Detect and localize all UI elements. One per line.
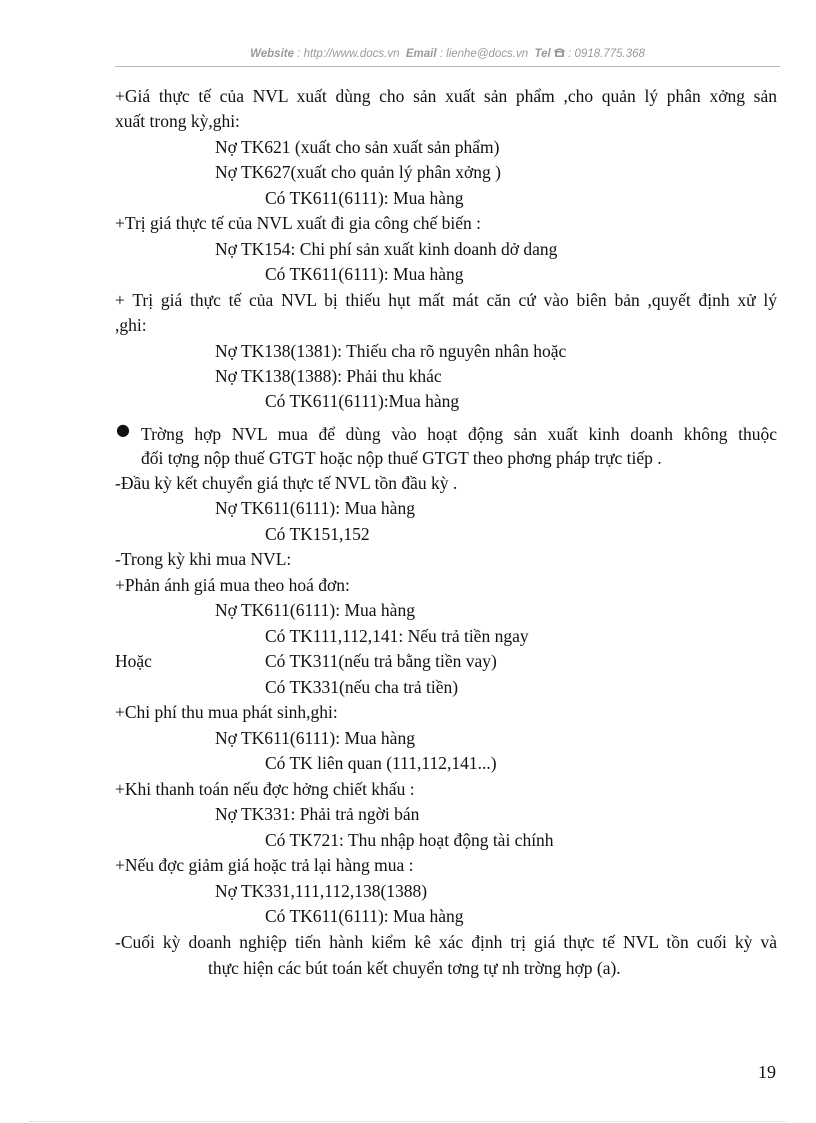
footer-divider [30,1121,786,1122]
text-line: Nợ TK138(1381): Thiếu cha rõ nguyên nhân hoặc [215,341,567,361]
website-label: Website [250,48,294,60]
text-line: xuất trong kỳ,ghi: [115,111,240,131]
text-line: +Phản ánh giá mua theo hoá đơn: [115,575,350,595]
email-value: : lienhe@docs.vn [439,48,529,60]
text-line: Trờng hợp NVL mua để dùng vào hoạt động sản xuất kinh doanh không thuộc [141,424,777,444]
text-line: Hoặc [115,651,152,671]
text-line: Có TK331(nếu cha trả tiền) [265,677,459,697]
text-line: thực hiện các bút toán kết chuyển tơng tự nh trờng hợp (a). [208,958,621,978]
text-line: +Chi phí thu mua phát sinh,ghi: [115,702,338,722]
text-line: Có TK111,112,141: Nếu trả tiền ngay [265,626,529,646]
text-line: Nợ TK621 (xuất cho sản xuất sản phẩm) [215,137,500,157]
text-line: -Cuối kỳ doanh nghiệp tiến hành kiểm kê xác định trị giá thực tế NVL tồn cuối kỳ và [115,932,777,952]
text-line: Nợ TK611(6111): Mua hàng [215,600,415,620]
bullet-icon: ● [116,420,130,439]
text-line: Có TK721: Thu nhập hoạt động tài chính [265,830,554,850]
tel-label: Tel [534,48,551,60]
text-line: -Đầu kỳ kết chuyển giá thực tế NVL tồn đầu kỳ . [115,473,458,493]
text-line: +Khi thanh toán nếu đợc hởng chiết khấu : [115,779,415,799]
text-line: +Trị giá thực tế của NVL xuất đi gia công chế biến : [115,213,482,233]
text-line: Nợ TK611(6111): Mua hàng [215,728,415,748]
text-line: Có TK611(6111):Mua hàng [265,391,460,411]
text-line: Có TK611(6111): Mua hàng [265,906,464,926]
text-line: đối tợng nộp thuế GTGT hoặc nộp thuế GTGT theo phơng pháp trực tiếp . [141,448,662,468]
text-line: Nợ TK331: Phải trả ngời bán [215,804,420,824]
page-header [115,48,780,60]
text-line: Nợ TK611(6111): Mua hàng [215,498,415,518]
text-line: Có TK611(6111): Mua hàng [265,264,464,284]
text-line: Nợ TK627(xuất cho quản lý phân xởng ) [215,162,501,182]
text-line: -Trong kỳ khi mua NVL: [115,549,292,569]
page-number: 19 [758,1062,776,1082]
tel-value: : 0918.775.368 [568,48,645,60]
text-line: Có TK151,152 [265,524,370,544]
text-line: Nợ TK331,111,112,138(1388) [215,881,428,901]
text-line: + Trị giá thực tế của NVL bị thiếu hụt mất mát căn cứ vào biên bản ,quyết định xử lý [115,290,777,310]
text-line: Nợ TK138(1388): Phải thu khác [215,366,442,386]
header-divider [115,66,780,67]
text-line: +Giá thực tế của NVL xuất dùng cho sản xuất sản phẩm ,cho quản lý phân xởng sản [115,86,777,106]
text-line: Có TK611(6111): Mua hàng [265,188,464,208]
website-value: : http://www.docs.vn [297,48,400,60]
text-line: ,ghi: [115,315,147,335]
text-line: Có TK311(nếu trả bằng tiền vay) [265,651,497,671]
text-line: Nợ TK154: Chi phí sản xuất kinh doanh dở dang [215,239,558,259]
email-label: Email [405,48,437,60]
text-line: +Nếu đợc giảm giá hoặc trả lại hàng mua : [115,855,414,875]
phone-icon [554,48,565,58]
text-line: Có TK liên quan (111,112,141...) [265,753,497,773]
